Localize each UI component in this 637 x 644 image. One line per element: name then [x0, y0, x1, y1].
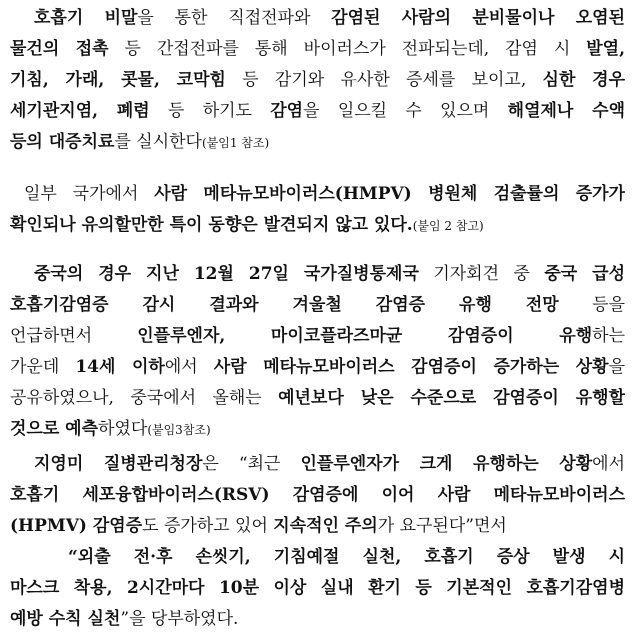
text-run: 호흡기 비말 — [34, 8, 138, 28]
text-run: 사람 메타뉴모바이러스(HMPV) 병원체 검출률의 증가가 — [154, 184, 625, 204]
text-run: 을 일으킬 수 있으며 — [303, 101, 508, 121]
text-line — [10, 99, 625, 123]
text-run: 기침, 가래, 콧물, 코막힘 — [10, 70, 226, 90]
text-run: 지속적인 주의 — [273, 516, 378, 536]
text-line — [10, 182, 625, 206]
text-run: 예방 수칙 실천 — [10, 609, 121, 629]
text-run: 발열, — [586, 39, 625, 59]
text-line — [10, 213, 625, 237]
text-run: (HPMV) 감염증 — [10, 516, 143, 536]
text-run: “외출 전·후 손씻기, 기침예절 실천, 호흡기 증상 발생 시 — [68, 547, 625, 567]
text-run: 인플루엔자가 크게 유행하는 상황 — [300, 454, 593, 474]
text-line — [10, 386, 625, 410]
text-run: 마스크 착용, 2시간마다 10분 이상 실내 환기 등 기본적인 호흡기감염병 — [10, 578, 625, 598]
text-line — [10, 545, 625, 569]
text-run: 감염된 사람의 분비물이나 오염된 — [331, 8, 625, 28]
text-line — [10, 417, 625, 441]
text-line — [10, 576, 625, 600]
text-run: 기자회견 중 — [418, 264, 545, 284]
text-run: 은 “최근 — [202, 454, 301, 474]
reference-note: (붙임 2 참고) — [412, 219, 484, 233]
text-run: 을 — [608, 357, 625, 377]
text-line — [10, 452, 625, 476]
text-run: 도 증가하고 있어 — [142, 516, 274, 536]
text-run: 감염 — [270, 101, 304, 121]
text-run: 호흡기 세포융합바이러스(RSV) 감염증에 이어 사람 메타뉴모바이러스 — [10, 485, 625, 505]
text-run: 등의 대증치료 — [10, 132, 115, 152]
text-run: 등 간접전파를 통해 바이러스가 전파되는데, 감염 시 — [108, 39, 587, 59]
text-run: 을 통한 직접전파와 — [137, 8, 332, 28]
text-run: 세기관지염, 폐렴 — [10, 101, 150, 121]
text-line — [10, 483, 625, 507]
text-run: 가 요구된다”면서 — [377, 516, 507, 536]
text-line — [10, 355, 625, 379]
text-run: 확인되나 유의할만한 특이 동향은 발견되지 않고 있다. — [10, 215, 413, 235]
text-run: 호흡기감염증 감시 결과와 겨울철 감염증 유행 전망 — [10, 295, 559, 315]
text-run: 일부 국가에서 — [24, 184, 155, 204]
text-line — [10, 130, 625, 154]
text-run: 해열제나 수액 — [507, 101, 625, 121]
text-run: 등을 — [558, 295, 625, 315]
text-line — [10, 6, 625, 30]
text-line — [10, 607, 625, 631]
text-run: 지영미 질병관리청장 — [34, 454, 203, 474]
text-run: 물건의 접촉 — [10, 39, 109, 59]
text-line — [10, 514, 625, 538]
text-run: 언급하면서 — [10, 326, 138, 346]
text-run: 사람 메타뉴모바이러스 감염증이 증가하는 상황 — [213, 357, 609, 377]
text-run: 중국의 경우 지난 12월 27일 국가질병통제국 — [34, 264, 419, 284]
text-run: 인플루엔자, 마이코플라즈마균 감염증이 유행 — [137, 326, 593, 346]
text-run: 에서 — [592, 454, 625, 474]
text-run: 14세 이하 — [75, 357, 165, 377]
text-line — [10, 68, 625, 92]
text-run: 등 감기와 유사한 증세를 보이고, — [225, 70, 543, 90]
text-line — [10, 37, 625, 61]
text-run: 예년보다 낮은 수준으로 감염증이 유행할 — [278, 388, 625, 408]
reference-note: (붙임3참조) — [147, 423, 211, 437]
text-run: 심한 경우 — [542, 70, 625, 90]
text-run: 를 실시한다 — [114, 132, 202, 152]
text-run: 에서 — [164, 357, 214, 377]
text-line — [10, 324, 625, 348]
text-run: 하였다 — [98, 419, 148, 439]
text-run: 것으로 예측 — [10, 419, 99, 439]
text-run: 등 하기도 — [149, 101, 271, 121]
text-line — [10, 293, 625, 317]
text-run: 중국 급성 — [544, 264, 625, 284]
text-run: ”을 당부하였다. — [120, 609, 239, 629]
text-run: 하는 — [592, 326, 625, 346]
text-line — [10, 262, 625, 286]
text-run: 공유하였으나, 중국에서 올해는 — [10, 388, 279, 408]
text-run: 가운데 — [10, 357, 76, 377]
reference-note: (붙임1 참조) — [201, 136, 270, 150]
